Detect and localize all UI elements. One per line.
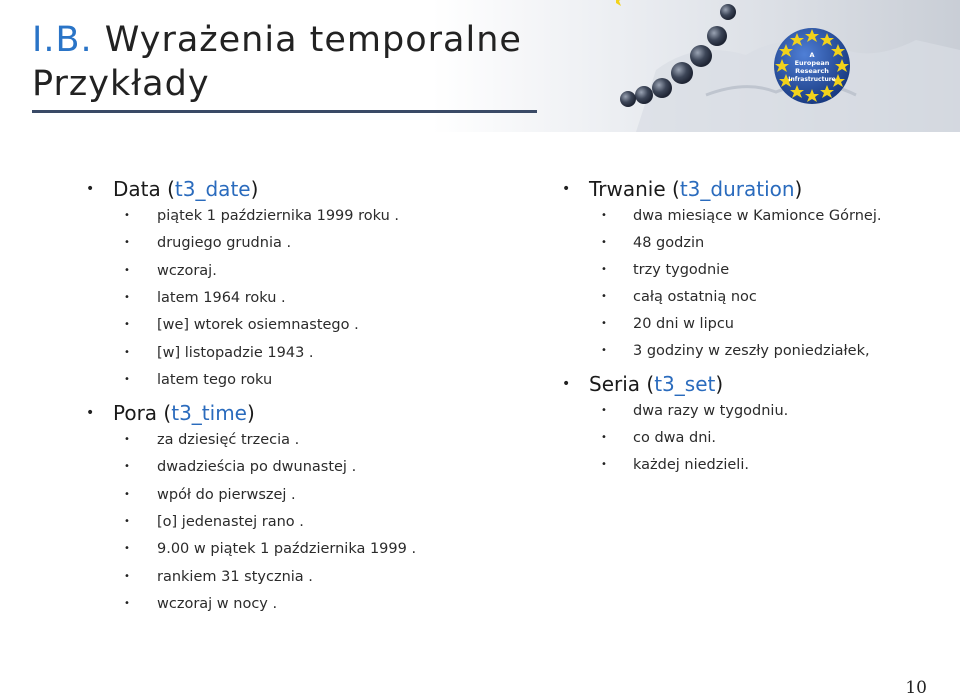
sub-bullet-icon: • xyxy=(124,488,130,500)
logo-text-2: European xyxy=(794,59,830,67)
section-label: Data ( xyxy=(113,177,175,201)
logo-text-3: Research xyxy=(795,67,829,75)
bullet-icon: • xyxy=(562,181,571,197)
list-item: latem tego roku xyxy=(157,371,273,388)
sub-bullet-icon: • xyxy=(601,432,607,443)
list-item: każdej niedzieli. xyxy=(633,457,749,473)
section-code: t3_duration xyxy=(679,177,795,201)
section-close: ) xyxy=(715,372,724,396)
bullet-icon: • xyxy=(86,181,95,197)
sub-bullet-icon: • xyxy=(601,291,607,302)
title-underline xyxy=(32,110,537,113)
logo-text-1: A xyxy=(809,51,815,59)
section-code: t3_time xyxy=(171,401,247,426)
sub-bullet-icon: • xyxy=(601,264,607,275)
list-item: drugiego grudnia . xyxy=(157,235,292,252)
sub-bullet-icon: • xyxy=(601,405,607,416)
sub-bullet-icon: • xyxy=(124,516,130,527)
section-heading xyxy=(589,177,802,201)
sub-bullet-icon: • xyxy=(124,291,130,303)
section-heading xyxy=(113,177,258,201)
list-item: trzy tygodnie xyxy=(633,262,730,278)
sub-bullet-icon: • xyxy=(124,237,130,249)
slide-title xyxy=(32,18,522,106)
list-item: latem 1964 roku . xyxy=(157,289,286,306)
list-item: piątek 1 października 1999 roku . xyxy=(157,208,399,224)
list-item: dwadzieścia po dwunastej . xyxy=(157,459,357,476)
section-label: Seria ( xyxy=(589,372,655,396)
sub-bullet-icon: • xyxy=(601,345,607,356)
sub-bullet-icon: • xyxy=(124,264,130,276)
research-infrastructure-logo xyxy=(616,0,960,132)
sub-bullet-icon: • xyxy=(124,434,130,446)
sub-bullet-icon: • xyxy=(124,597,130,609)
list-item: wczoraj w nocy . xyxy=(157,595,278,612)
list-item: wpół do pierwszej . xyxy=(157,486,296,503)
sub-bullet-icon: • xyxy=(124,346,130,358)
list-item: za dziesięć trzecia . xyxy=(157,432,300,449)
section-label: Trwanie ( xyxy=(589,177,680,201)
section-code: t3_set xyxy=(654,372,716,396)
sub-bullet-icon: • xyxy=(601,210,607,221)
section-close: ) xyxy=(250,177,259,201)
section-close: ) xyxy=(794,177,803,201)
bullet-icon: • xyxy=(86,405,95,422)
list-item: 3 godziny w zeszły poniedziałek, xyxy=(633,343,870,359)
list-item: [w] listopadzie 1943 . xyxy=(157,344,314,361)
bullet-icon: • xyxy=(562,376,571,392)
page-number: 10 xyxy=(905,678,927,698)
list-item: co dwa dni. xyxy=(633,430,717,446)
list-item: wczoraj. xyxy=(157,262,217,279)
sub-bullet-icon: • xyxy=(124,210,130,221)
list-item: dwa razy w tygodniu. xyxy=(633,403,789,419)
title-line2: Przykłady xyxy=(32,64,210,104)
section-close: ) xyxy=(247,401,255,426)
sub-bullet-icon: • xyxy=(124,373,130,385)
slide-header xyxy=(0,0,960,132)
list-item: 9.00 w piątek 1 października 1999 . xyxy=(157,541,417,558)
sub-bullet-icon: • xyxy=(601,459,607,470)
sub-bullet-icon: • xyxy=(124,570,130,582)
list-item: całą ostatnią noc xyxy=(633,289,757,305)
list-item: dwa miesiące w Kamionce Górnej. xyxy=(633,208,882,224)
section-code: t3_date xyxy=(174,177,251,201)
title-main: Wyrażenia temporalne xyxy=(104,20,522,60)
list-item: rankiem 31 stycznia . xyxy=(157,568,313,585)
list-item: [o] jedenastej rano . xyxy=(157,514,304,530)
sub-bullet-icon: • xyxy=(601,237,607,248)
sub-bullet-icon: • xyxy=(124,543,130,555)
section-label: Pora ( xyxy=(113,401,172,426)
sub-bullet-icon: • xyxy=(124,319,130,331)
list-item: [we] wtorek osiemnastego . xyxy=(157,317,359,334)
sub-bullet-icon: • xyxy=(124,461,130,473)
sub-bullet-icon: • xyxy=(601,318,607,329)
logo-text-4: Infrastructure xyxy=(788,76,836,83)
list-item: 48 godzin xyxy=(633,235,705,251)
title-prefix: I.B. xyxy=(32,20,93,60)
section-heading xyxy=(113,401,255,425)
section-heading xyxy=(589,372,723,396)
list-item: 20 dni w lipcu xyxy=(633,316,734,332)
